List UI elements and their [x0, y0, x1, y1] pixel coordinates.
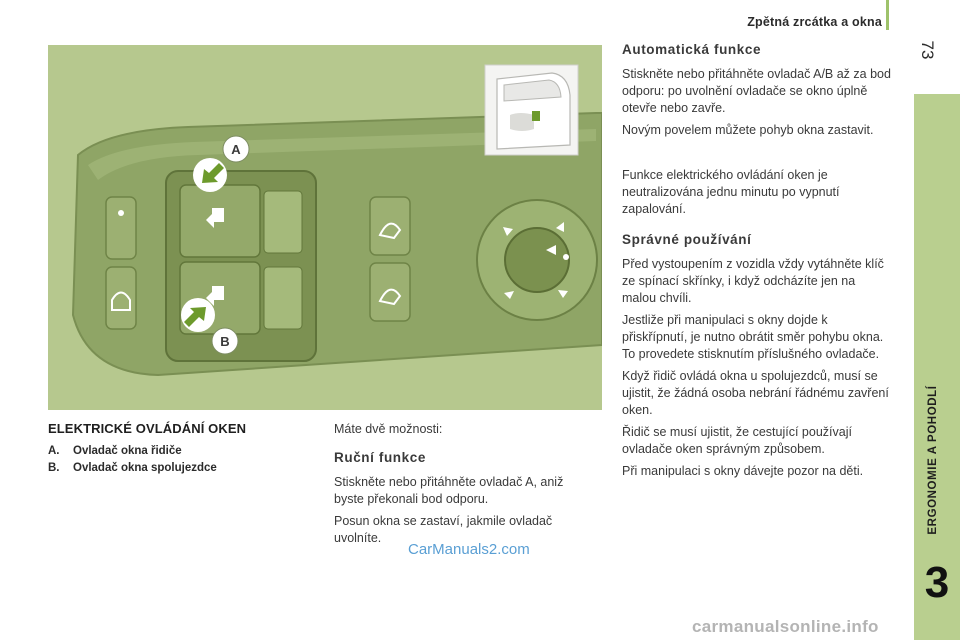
chapter-number: 3: [924, 558, 950, 607]
auto-function-heading: Automatická funkce: [622, 42, 762, 57]
legend-block: [48, 421, 318, 479]
paragraph: Když řidič ovládá okna u spolujezdců, musí se ujistit, že žádná osoba nebrání řádnému zavření oken.: [622, 369, 889, 417]
paragraph: Řidič se musí ujistit, že cestující používají ovladače oken správným způsobem.: [622, 425, 852, 456]
manual-function-heading: Ruční funkce: [334, 450, 426, 465]
paragraph: Posun okna se zastaví, jakmile ovladač uvolníte.: [334, 514, 553, 545]
header-divider: [886, 0, 889, 30]
arrow-a-icon: [193, 158, 227, 192]
page-number: 73: [918, 40, 937, 60]
callout-a: [223, 136, 249, 162]
callout-b: [212, 328, 238, 354]
manual-function-block: [334, 421, 596, 552]
paragraph: Při manipulaci s okny dávejte pozor na děti.: [622, 464, 864, 478]
arrow-b-icon: [181, 298, 215, 332]
neutralisation-note: Funkce elektrického ovládání oken je neutralizována jednu minutu po vypnutí zapalování.: [622, 168, 840, 216]
lock-button-top: [106, 197, 136, 259]
watermark-carmanualsonline: carmanualsonline.info: [692, 617, 879, 636]
dot-icon: [118, 210, 124, 216]
window-controls-drawing: [48, 45, 602, 410]
chapter-tab-label: ERGONOMIE A POHODLÍ: [927, 385, 939, 535]
legend-key: B.: [48, 462, 60, 474]
mirror-fold-button-bottom: [370, 263, 410, 321]
intro-text: Máte dvě možnosti:: [334, 422, 443, 436]
mirror-control-knob: [505, 228, 569, 292]
paragraph: Jestliže při manipulaci s okny dojde k přiskřípnutí, je nutno obrátit směr pohybu okna. To provedete stisknutím příslušného ovladače.: [622, 313, 884, 361]
section-title: Zpětná zrcátka a okna: [747, 15, 882, 29]
lock-button-bottom: [106, 267, 136, 329]
usage-heading: Správné používání: [622, 232, 752, 247]
callout-b-label: B: [220, 334, 230, 349]
right-column: [622, 42, 892, 485]
main-heading: ELEKTRICKÉ OVLÁDÁNÍ OKEN: [48, 421, 247, 436]
paragraph: Novým povelem můžete pohyb okna zastavit.: [622, 123, 874, 137]
window-controls-illustration: [48, 45, 602, 410]
legend-item-b: [48, 462, 318, 474]
legend-key: A.: [48, 445, 60, 457]
callout-a-label: A: [231, 142, 241, 157]
watermark-carmanuals2: CarManuals2.com: [408, 541, 530, 558]
paragraph: Před vystoupením z vozidla vždy vytáhněte klíč ze spínací skřínky, i když odcházíte jen na malou chvíli.: [622, 257, 884, 305]
paragraph: Stiskněte nebo přitáhněte ovladač A/B až za bod odporu: po uvolnění ovladače se okno úplně otevře nebo zavře.: [622, 67, 891, 115]
driver-window-switch: [180, 185, 302, 257]
paragraph: Stiskněte nebo přitáhněte ovladač A, aniž byste překonali bod odporu.: [334, 475, 564, 506]
mirror-fold-button-top: [370, 197, 410, 255]
legend-text: Ovladač okna řidiče: [73, 445, 182, 457]
door-location-inset: [485, 65, 578, 155]
legend-text: Ovladač okna spolujezdce: [73, 462, 217, 474]
legend-item-a: [48, 445, 318, 457]
